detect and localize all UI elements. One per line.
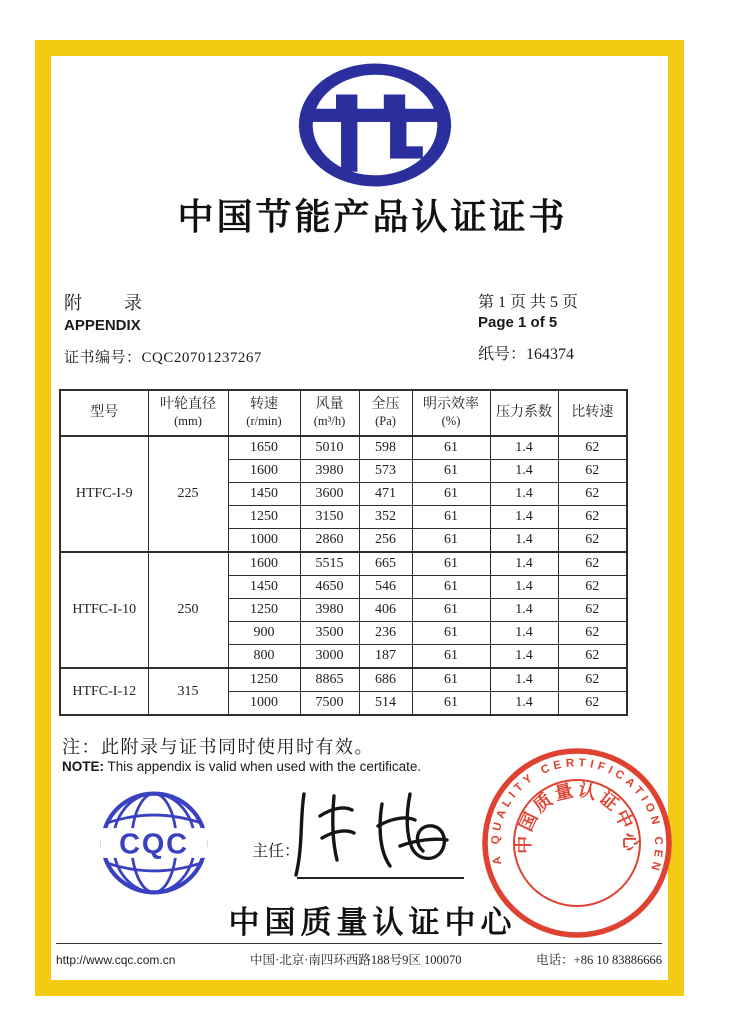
value-cell: 61 (412, 506, 490, 529)
value-cell: 573 (359, 460, 412, 483)
spec-table-head (60, 390, 627, 436)
value-cell: 3980 (300, 599, 359, 622)
page-number-cn: 第 1 页 共 5 页 (478, 294, 579, 311)
value-cell: 1.4 (490, 668, 558, 692)
value-cell: 62 (558, 436, 627, 460)
value-cell: 62 (558, 460, 627, 483)
spec-table-container (59, 389, 626, 716)
value-cell: 1650 (228, 436, 300, 460)
value-cell: 686 (359, 668, 412, 692)
value-cell: 5010 (300, 436, 359, 460)
appendix-label-en: APPENDIX (64, 317, 141, 334)
value-cell: 62 (558, 576, 627, 599)
value-cell: 1.4 (490, 645, 558, 669)
table-row (60, 436, 627, 460)
note-cn: 注：此附录与证书同时使用时有效。 (62, 737, 374, 757)
director-signature (282, 782, 472, 882)
value-cell: 1.4 (490, 622, 558, 645)
value-cell: 62 (558, 529, 627, 553)
column-header: 明示效率 (%) (412, 390, 490, 436)
value-cell: 1.4 (490, 483, 558, 506)
value-cell: 1.4 (490, 692, 558, 716)
value-cell: 256 (359, 529, 412, 553)
value-cell: 1.4 (490, 506, 558, 529)
value-cell: 598 (359, 436, 412, 460)
value-cell: 1450 (228, 576, 300, 599)
value-cell: 800 (228, 645, 300, 669)
value-cell: 1.4 (490, 552, 558, 576)
value-cell: 62 (558, 668, 627, 692)
column-header: 压力系数 (490, 390, 558, 436)
value-cell: 62 (558, 506, 627, 529)
value-cell: 3000 (300, 645, 359, 669)
value-cell: 4650 (300, 576, 359, 599)
value-cell: 61 (412, 692, 490, 716)
value-cell: 900 (228, 622, 300, 645)
organization-name: 中国质量认证中心 (228, 905, 517, 940)
value-cell: 62 (558, 622, 627, 645)
value-cell: 3600 (300, 483, 359, 506)
value-cell: 236 (359, 622, 412, 645)
diameter-cell: 315 (148, 668, 228, 715)
footer-phone: 电话：+86 10 83886666 (536, 953, 662, 967)
table-row (60, 668, 627, 692)
column-header: 转速 (r/min) (228, 390, 300, 436)
value-cell: 1250 (228, 668, 300, 692)
appendix-label-cn: 附 录 (64, 293, 144, 313)
value-cell: 1600 (228, 460, 300, 483)
page-info (478, 289, 668, 364)
paper-number (478, 341, 668, 364)
value-cell: 62 (558, 692, 627, 716)
certificate-number (64, 346, 404, 367)
value-cell: 1000 (228, 529, 300, 553)
page-number-en: Page 1 of 5 (478, 314, 558, 331)
cqc-globe-logo (98, 789, 210, 897)
footer (56, 950, 662, 968)
value-cell: 61 (412, 668, 490, 692)
footer-address: 中国·北京·南四环西路188号9区 100070 (250, 953, 462, 967)
value-cell: 187 (359, 645, 412, 669)
value-cell: 3500 (300, 622, 359, 645)
value-cell: 61 (412, 483, 490, 506)
paper-number-label: 纸号： (478, 346, 527, 363)
value-cell: 62 (558, 483, 627, 506)
model-cell: HTFC-I-12 (60, 668, 148, 715)
value-cell: 1.4 (490, 576, 558, 599)
value-cell: 1.4 (490, 529, 558, 553)
value-cell: 61 (412, 599, 490, 622)
certificate-title: 中国节能产品认证证书 (177, 196, 568, 237)
stamp-text-en: CHINA QUALITY CERTIFICATION CENTRE (489, 757, 665, 876)
value-cell: 1000 (228, 692, 300, 716)
value-cell: 1.4 (490, 436, 558, 460)
value-cell: 61 (412, 576, 490, 599)
value-cell: 62 (558, 552, 627, 576)
cqc-logo-text: CQC (119, 828, 189, 861)
column-header: 型号 (60, 390, 148, 436)
spec-table-header-row (60, 390, 627, 436)
column-header: 叶轮直径 (mm) (148, 390, 228, 436)
column-header: 比转速 (558, 390, 627, 436)
column-header: 风量 (m³/h) (300, 390, 359, 436)
value-cell: 61 (412, 645, 490, 669)
energy-saving-emblem-icon (297, 62, 453, 188)
paper-number-value: 164374 (526, 346, 575, 363)
value-cell: 5515 (300, 552, 359, 576)
value-cell: 62 (558, 599, 627, 622)
value-cell: 61 (412, 529, 490, 553)
value-cell: 1250 (228, 506, 300, 529)
value-cell: 1450 (228, 483, 300, 506)
spec-table (59, 389, 628, 716)
value-cell: 61 (412, 460, 490, 483)
value-cell: 62 (558, 645, 627, 669)
model-cell: HTFC-I-10 (60, 552, 148, 668)
value-cell: 7500 (300, 692, 359, 716)
red-seal-stamp (480, 746, 674, 940)
value-cell: 61 (412, 552, 490, 576)
spec-table-body (60, 436, 627, 715)
appendix-header (64, 289, 404, 367)
value-cell: 665 (359, 552, 412, 576)
diameter-cell: 250 (148, 552, 228, 668)
svg-text:中国质量认证中心 (513, 779, 640, 854)
value-cell: 406 (359, 599, 412, 622)
value-cell: 352 (359, 506, 412, 529)
stamp-text-cn: 中国质量认证中心 (513, 779, 641, 854)
note-en (62, 759, 421, 774)
note-en-label: NOTE: (62, 759, 104, 774)
value-cell: 1600 (228, 552, 300, 576)
value-cell: 61 (412, 622, 490, 645)
director-label: 主任： (252, 843, 301, 860)
column-header: 全压 (Pa) (359, 390, 412, 436)
value-cell: 3150 (300, 506, 359, 529)
value-cell: 3980 (300, 460, 359, 483)
footer-divider (56, 943, 662, 944)
note-en-text: This appendix is valid when used with the certificate. (104, 759, 422, 774)
diameter-cell: 225 (148, 436, 228, 552)
value-cell: 471 (359, 483, 412, 506)
value-cell: 61 (412, 436, 490, 460)
value-cell: 1250 (228, 599, 300, 622)
value-cell: 546 (359, 576, 412, 599)
value-cell: 514 (359, 692, 412, 716)
model-cell: HTFC-I-9 (60, 436, 148, 552)
table-row (60, 552, 627, 576)
value-cell: 2860 (300, 529, 359, 553)
value-cell: 8865 (300, 668, 359, 692)
certificate-number-label: 证书编号： (64, 350, 142, 366)
value-cell: 1.4 (490, 599, 558, 622)
value-cell: 1.4 (490, 460, 558, 483)
footer-url: http://www.cqc.com.cn (56, 953, 176, 967)
certificate-number-value: CQC20701237267 (141, 350, 262, 366)
